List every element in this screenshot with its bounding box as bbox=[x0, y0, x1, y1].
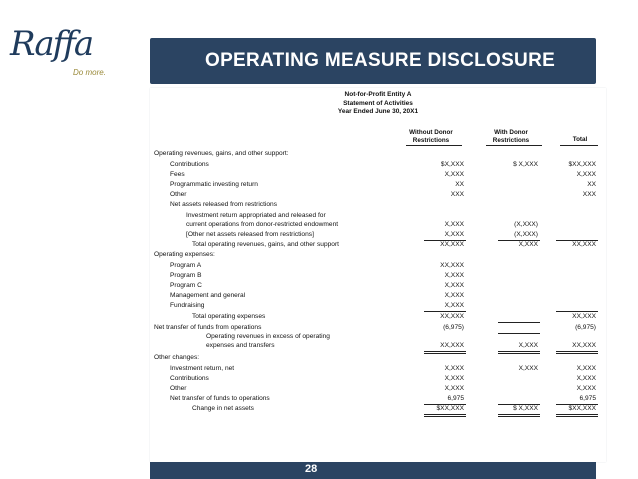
row-value-col1: X,XXX bbox=[444, 221, 464, 228]
subtotal-rule bbox=[556, 311, 598, 312]
total-double-rule bbox=[498, 414, 540, 417]
row-value-col2: (X,XXX) bbox=[514, 221, 538, 228]
row-value-col3: XX bbox=[587, 181, 596, 188]
subtotal-rule bbox=[424, 404, 466, 405]
row-label: Total operating expenses bbox=[192, 313, 266, 320]
statement-row bbox=[150, 149, 606, 160]
row-label: Change in net assets bbox=[192, 405, 254, 412]
row-label: expenses and transfers bbox=[206, 342, 275, 349]
slide-footer bbox=[150, 462, 596, 479]
row-value-col1: X,XXX bbox=[444, 231, 464, 238]
row-value-col1: X,XXX bbox=[444, 282, 464, 289]
row-value-col1: XXX bbox=[450, 191, 464, 198]
header-underline bbox=[406, 145, 462, 146]
row-value-col3: 6,975 bbox=[579, 395, 596, 402]
row-value-col1: X,XXX bbox=[444, 385, 464, 392]
row-label: Other bbox=[170, 385, 187, 392]
row-label: Investment return appropriated and released for bbox=[186, 212, 326, 219]
logo-script: Raffa bbox=[10, 24, 93, 64]
row-label: Operating expenses: bbox=[154, 251, 215, 258]
statement-row bbox=[150, 200, 606, 211]
row-label: Fees bbox=[170, 171, 185, 178]
row-value-col3: $XX,XXX bbox=[568, 405, 596, 412]
total-double-rule bbox=[498, 351, 540, 354]
subtotal-rule bbox=[498, 240, 540, 241]
row-value-col3: (6,975) bbox=[575, 324, 596, 331]
row-label: Fundraising bbox=[170, 302, 205, 309]
row-label: [Other net assets released from restrictions] bbox=[186, 231, 314, 238]
subtotal-rule bbox=[498, 333, 540, 334]
row-value-col3: X,XXX bbox=[576, 385, 596, 392]
row-value-col1: $XX,XXX bbox=[436, 405, 464, 412]
subtotal-rule bbox=[556, 240, 598, 241]
slide-header bbox=[150, 38, 596, 84]
row-value-col2: X,XXX bbox=[518, 342, 538, 349]
entity-name: Not-for-Profit Entity A bbox=[344, 91, 412, 98]
statement-row bbox=[150, 353, 606, 364]
total-double-rule bbox=[556, 351, 598, 354]
row-value-col2: X,XXX bbox=[518, 241, 538, 248]
row-value-col1: X,XXX bbox=[444, 171, 464, 178]
subtotal-rule bbox=[498, 322, 540, 323]
statement-row bbox=[150, 250, 606, 261]
row-value-col1: (6,975) bbox=[443, 324, 464, 331]
row-label: current operations from donor-restricted endowment bbox=[186, 221, 339, 228]
subtotal-rule bbox=[556, 404, 598, 405]
row-value-col3: XX,XXX bbox=[572, 241, 596, 248]
row-label: Operating revenues, gains, and other support: bbox=[154, 150, 289, 157]
header-underline bbox=[486, 145, 542, 146]
row-value-col2: $ X,XXX bbox=[513, 161, 538, 168]
column-header-total: Total bbox=[572, 136, 588, 143]
row-value-col2: (X,XXX) bbox=[514, 231, 538, 238]
row-value-col3: XXX bbox=[582, 191, 596, 198]
page-number: 28 bbox=[305, 463, 318, 475]
row-value-col3: X,XXX bbox=[576, 365, 596, 372]
row-label: Program A bbox=[170, 262, 202, 269]
row-value-col1: X,XXX bbox=[444, 375, 464, 382]
row-label: Programmatic investing return bbox=[170, 181, 258, 188]
statement-heading bbox=[150, 91, 606, 117]
column-header-without-donor: Without Donor Restrictions bbox=[409, 129, 453, 144]
row-label: Net assets released from restrictions bbox=[170, 201, 278, 208]
row-value-col1: 6,975 bbox=[447, 395, 464, 402]
row-label: Investment return, net bbox=[170, 365, 235, 372]
total-double-rule bbox=[424, 414, 466, 417]
row-label: Other bbox=[170, 191, 187, 198]
subtotal-rule bbox=[424, 240, 466, 241]
subtotal-rule bbox=[424, 311, 466, 312]
row-value-col3: XX,XXX bbox=[572, 313, 596, 320]
row-value-col1: X,XXX bbox=[444, 292, 464, 299]
row-label: Contributions bbox=[170, 161, 209, 168]
row-value-col1: XX,XXX bbox=[440, 342, 464, 349]
statement-of-activities bbox=[150, 88, 606, 462]
row-value-col3: $XX,XXX bbox=[568, 161, 596, 168]
row-label: Other changes: bbox=[154, 354, 200, 361]
row-value-col1: XX,XXX bbox=[440, 241, 464, 248]
logo-tagline: Do more. bbox=[73, 68, 106, 77]
row-value-col1: X,XXX bbox=[444, 302, 464, 309]
raffa-logo bbox=[10, 24, 130, 80]
statement-row bbox=[150, 301, 606, 312]
row-label: Contributions bbox=[170, 375, 209, 382]
row-value-col1: X,XXX bbox=[444, 272, 464, 279]
row-label: Program B bbox=[170, 272, 202, 279]
statement-period: Year Ended June 30, 20X1 bbox=[337, 108, 419, 115]
total-double-rule bbox=[424, 351, 466, 354]
row-label: Operating revenues in excess of operating bbox=[206, 333, 330, 340]
row-value-col1: XX bbox=[455, 181, 464, 188]
column-header-with-donor: With Donor Restrictions bbox=[492, 129, 530, 144]
total-double-rule bbox=[556, 414, 598, 417]
row-label: Management and general bbox=[170, 292, 246, 299]
row-value-col1: X,XXX bbox=[444, 365, 464, 372]
row-label: Program C bbox=[170, 282, 202, 289]
slide-title: OPERATING MEASURE DISCLOSURE bbox=[205, 50, 556, 71]
row-label: Net transfer of funds to operations bbox=[170, 395, 270, 402]
row-value-col3: X,XXX bbox=[576, 171, 596, 178]
row-value-col2: $ X,XXX bbox=[513, 405, 538, 412]
row-label: Net transfer of funds from operations bbox=[154, 324, 262, 331]
row-label: Total operating revenues, gains, and other support bbox=[192, 241, 339, 248]
row-value-col1: XX,XXX bbox=[440, 313, 464, 320]
row-value-col1: $X,XXX bbox=[440, 161, 464, 168]
header-underline bbox=[560, 145, 598, 146]
row-value-col2: X,XXX bbox=[518, 365, 538, 372]
row-value-col1: XX,XXX bbox=[440, 262, 464, 269]
row-value-col3: X,XXX bbox=[576, 375, 596, 382]
subtotal-rule bbox=[498, 404, 540, 405]
row-value-col3: XX,XXX bbox=[572, 342, 596, 349]
statement-title: Statement of Activities bbox=[343, 99, 413, 107]
